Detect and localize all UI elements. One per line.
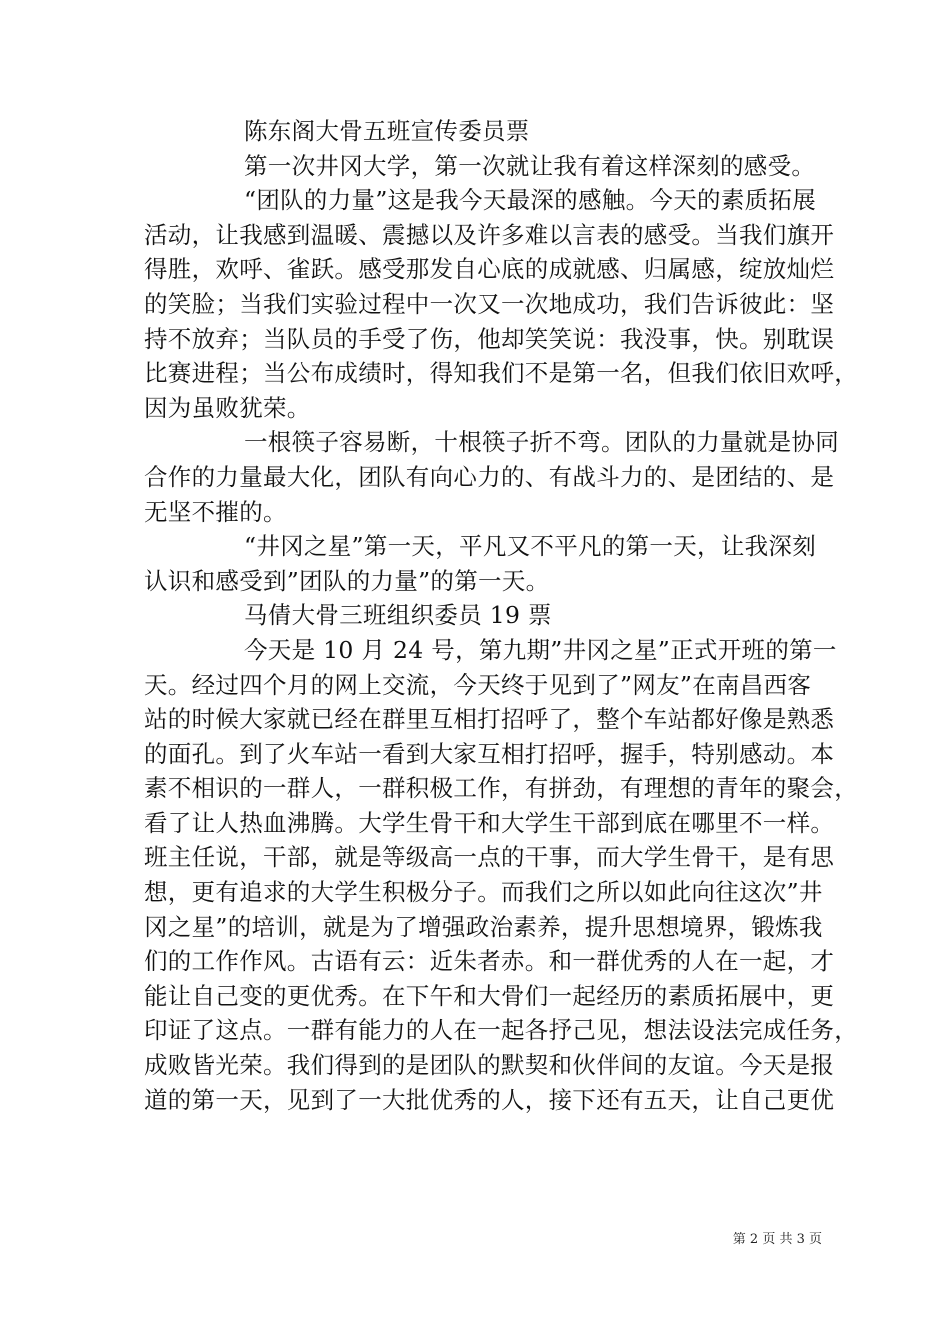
text-line: “团队的力量”这是我今天最深的感触。今天的素质拓展	[244, 186, 817, 215]
text-line: 印证了这点。一群有能力的人在一起各抒己见，想法设法完成任务，	[144, 1016, 858, 1045]
document-body	[144, 114, 858, 1117]
text-line: 合作的力量最大化，团队有向心力的、有战斗力的、是团结的、是	[144, 462, 835, 491]
text-line: 看了让人热血沸腾。大学生骨干和大学生干部到底在哪里不一样。	[144, 808, 835, 837]
text-line: 陈东阁大骨五班宣传委员票	[244, 117, 530, 145]
paragraph	[144, 114, 824, 149]
text-line: 天。经过四个月的网上交流，今天终于见到了”网友”在南昌西客	[144, 670, 812, 699]
paragraph	[144, 598, 824, 633]
text-line: 无坚不摧的。	[144, 497, 287, 526]
text-line: 道的第一天，见到了一大批优秀的人，接下还有五天，让自己更优	[144, 1085, 835, 1114]
text-line: 的笑脸；当我们实验过程中一次又一次地成功，我们告诉彼此：坚	[144, 289, 835, 318]
text-line: 得胜，欢呼、雀跃。感受那发自心底的成就感、归属感，绽放灿烂	[144, 255, 835, 284]
text-line: 冈之星”的培训，就是为了增强政治素养，提升思想境界，锻炼我	[144, 912, 823, 941]
text-line: 们的工作作风。古语有云：近朱者赤。和一群优秀的人在一起，才	[144, 947, 835, 976]
paragraph	[144, 633, 858, 1117]
text-line: 的面孔。到了火车站一看到大家互相打招呼，握手，特别感动。本	[144, 739, 835, 768]
text-line: 素不相识的一群人，一群积极工作，有拼劲，有理想的青年的聚会，	[144, 774, 858, 803]
text-line: 认识和感受到”团队的力量”的第一天。	[144, 566, 550, 595]
text-line: “井冈之星”第一天，平凡又不平凡的第一天，让我深刻	[244, 532, 817, 561]
page-number: 第 2 页 共 3 页	[732, 1232, 822, 1247]
text-line: 持不放弃；当队员的手受了伤，他却笑笑说：我没事，快。别耽误	[144, 324, 835, 353]
text-line: 站的时候大家就已经在群里互相打招呼了，整个车站都好像是熟悉	[144, 705, 835, 734]
paragraph	[144, 425, 839, 529]
text-line: 马倩大骨三班组织委员 19 票	[244, 601, 552, 630]
text-line: 能让自己变的更优秀。在下午和大骨们一起经历的素质拓展中，更	[144, 981, 835, 1010]
text-line: 今天是 10 月 24 号，第九期”井冈之星”正式开班的第一	[244, 635, 837, 664]
paragraph	[144, 149, 824, 184]
paragraph	[144, 529, 824, 598]
text-line: 一根筷子容易断，十根筷子折不弯。团队的力量就是协同	[244, 428, 839, 457]
text-line: 活动，让我感到温暖、震撼以及许多难以言表的感受。当我们旗开	[144, 220, 835, 249]
paragraph	[144, 183, 858, 425]
text-line: 因为虽败犹荣。	[144, 393, 311, 422]
text-line: 想，更有追求的大学生积极分子。而我们之所以如此向往这次”井	[144, 878, 823, 907]
text-line: 比赛进程；当公布成绩时，得知我们不是第一名，但我们依旧欢呼，	[144, 359, 858, 388]
text-line: 成败皆光荣。我们得到的是团队的默契和伙伴间的友谊。今天是报	[144, 1051, 835, 1080]
text-line: 第一次井冈大学，第一次就让我有着这样深刻的感受。	[244, 151, 816, 180]
text-line: 班主任说，干部，就是等级高一点的干事，而大学生骨干，是有思	[144, 843, 835, 872]
